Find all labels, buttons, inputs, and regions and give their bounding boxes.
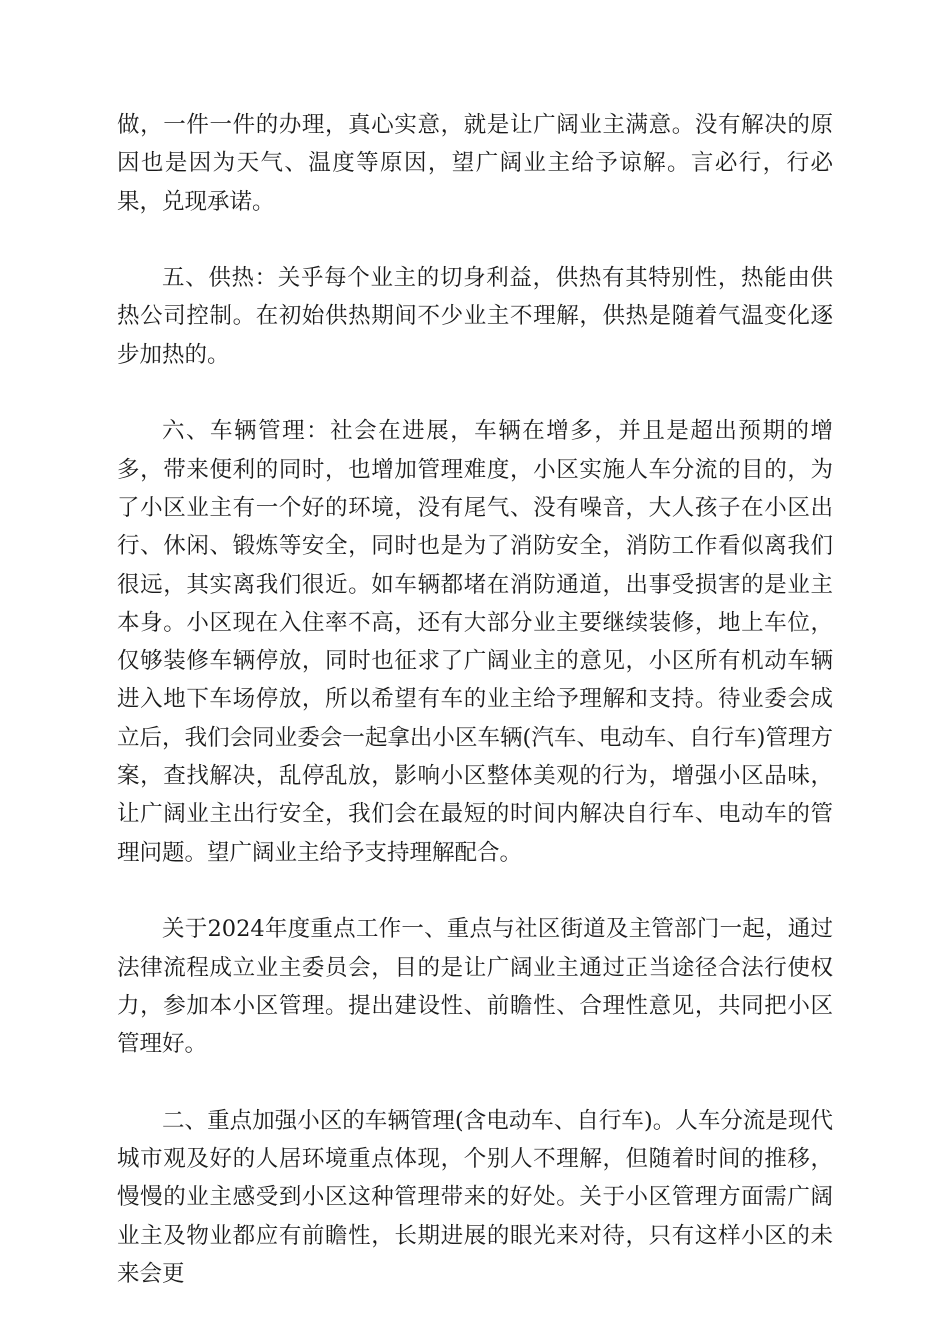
paragraph-vehicle-management: 六、车辆管理：社会在进展，车辆在增多，并且是超出预期的增多，带来便利的同时，也增加管理难度，小区实施人车分流的目的，为了小区业主有一个好的环境，没有尾气、没有噪音，大人孩子在小区出行、休闲、锻炼等安全，同时也是为了消防安全，消防工作看似离我们很远，其实离我们很近。如车辆都堵在消防通道，出事受损害的是业主本身。小区现在入住率不高，还有大部分业主要继续装修，地上车位，仅够装修车辆停放，同时也征求了广阔业主的意见，小区所有机动车辆进入地下车场停放，所以希望有车的业主给予理解和支持。待业委会成立后，我们会同业委会一起拿出小区车辆(汽车、电动车、自行车)管理方案，查找解决，乱停乱放，影响小区整体美观的行为，增强小区品味，让广阔业主出行安全，我们会在最短的时间内解决自行车、电动车的管理问题。望广阔业主给予支持理解配合。 xyxy=(117,418,833,866)
paragraph-continued-from-previous-page: 做，一件一件的办理，真心实意，就是让广阔业主满意。没有解决的原因也是因为天气、温度等原因，望广阔业主给予谅解。言必行，行必果，兑现承诺。 xyxy=(117,112,833,215)
paragraph-2024-key-work: 关于2024年度重点工作一、重点与社区街道及主管部门一起，通过法律流程成立业主委员会，目的是让广阔业主通过正当途径合法行使权力，参加本小区管理。提出建设性、前瞻性、合理性意见，共同把小区管理好。 xyxy=(117,916,833,1058)
document-page xyxy=(117,106,833,1332)
paragraph-heating: 五、供热：关乎每个业主的切身利益，供热有其特别性，热能由供热公司控制。在初始供热期间不少业主不理解，供热是随着气温变化逐步加热的。 xyxy=(117,265,833,368)
paragraph-strengthen-vehicle-management: 二、重点加强小区的车辆管理(含电动车、自行车)。人车分流是现代城市观及好的人居环境重点体现，个别人不理解，但随着时间的推移，慢慢的业主感受到小区这种管理带来的好处。关于小区管理方面需广阔业主及物业都应有前瞻性，长期进展的眼光来对待，只有这样小区的未来会更 xyxy=(117,1107,833,1287)
